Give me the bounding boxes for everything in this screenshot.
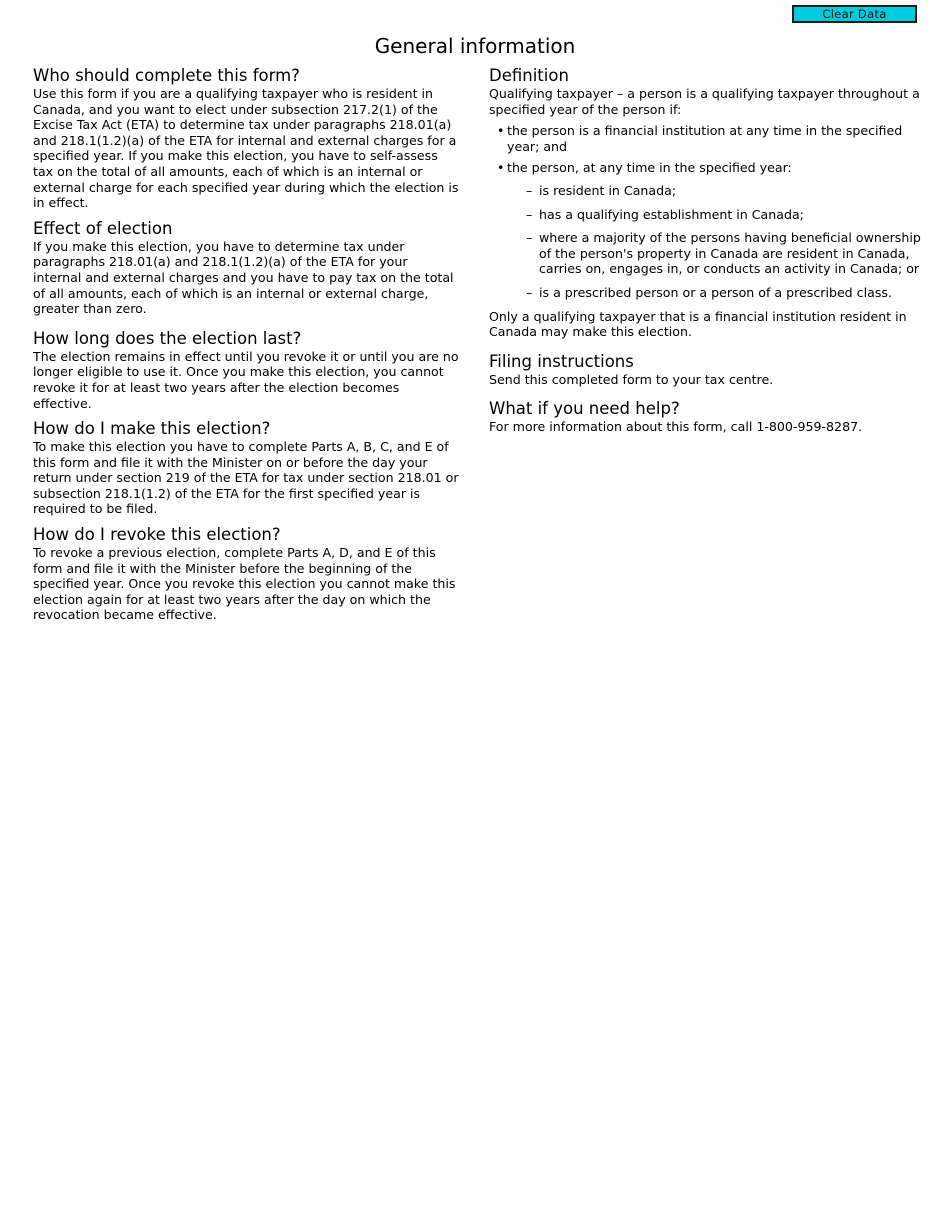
bullet-text: the person, at any time in the specified year:	[507, 160, 792, 176]
duration-heading: How long does the election last?	[33, 328, 302, 348]
make-section	[33, 419, 459, 517]
help-heading: What if you need help?	[489, 399, 680, 419]
list-item	[507, 230, 921, 277]
dash-icon: –	[526, 206, 533, 222]
filing-body: Send this completed form to your tax centre.	[489, 371, 774, 387]
who-heading: Who should complete this form?	[33, 66, 300, 85]
left-column	[33, 66, 459, 631]
list-item	[489, 160, 921, 300]
sub-item-text: where a majority of the persons having beneficial ownership of the person's property in Canada are resident in Canada, carries on, engages in, or conducts an activity in Canada; or	[539, 230, 921, 277]
bullet-icon: •	[497, 160, 505, 176]
definition-closing: Only a qualifying taxpayer that is a financial institution resident in Canada may make this election.	[489, 308, 907, 340]
effect-heading: Effect of election	[33, 218, 173, 238]
who-body: Use this form if you are a qualifying taxpayer who is resident in Canada, and you want to elect under subsection 217.2(1) of the Excise Tax Act (ETA) to determine tax under paragraphs 218.01(a) and 218.1(1.2)(a) of the ETA for internal and external charges for a specified year. If you make this election, you have to self-assess tax on the total of all amounts, each of which is an internal or external charge for each specified year during which the election is in effect.	[33, 86, 459, 211]
list-item	[507, 285, 921, 301]
bullet-icon: •	[497, 123, 505, 139]
dash-icon: –	[526, 230, 533, 246]
definition-heading: Definition	[489, 66, 569, 85]
make-body: To make this election you have to complete Parts A, B, C, and E of this form and file it with the Minister on or before the day your return under section 219 of the ETA for tax under section 218.01 or subsection 218.1(1.2) of the ETA for the first specified year is required to be filed.	[33, 439, 459, 517]
definition-bullets	[489, 123, 921, 300]
right-column	[489, 66, 921, 447]
help-section	[489, 399, 921, 435]
definition-intro: Qualifying taxpayer – a person is a qualifying taxpayer throughout a specified year of the person if:	[489, 86, 920, 117]
dash-icon: –	[526, 182, 533, 198]
filing-heading: Filing instructions	[489, 351, 634, 371]
effect-section	[33, 219, 459, 317]
list-item	[507, 183, 921, 199]
list-item	[489, 123, 921, 154]
who-section	[33, 66, 459, 211]
page-title: General information	[374, 34, 576, 58]
revoke-heading: How do I revoke this election?	[33, 525, 281, 545]
help-body: For more information about this form, call 1-800-959-8287.	[489, 419, 863, 435]
sub-item-text: has a qualifying establishment in Canada;	[539, 206, 804, 222]
revoke-body: To revoke a previous election, complete Parts A, D, and E of this form and file it with the Minister before the beginning of the specified year. Once you revoke this election you cannot make this election again for at least two years after the day on which the revocation became effective.	[33, 545, 456, 623]
sub-item-text: is a prescribed person or a person of a prescribed class.	[539, 284, 892, 300]
list-item	[507, 207, 921, 223]
definition-sub-list	[507, 183, 921, 301]
revoke-section	[33, 525, 459, 623]
clear-data-button[interactable]: Clear Data	[792, 5, 917, 23]
definition-section	[489, 66, 921, 340]
effect-body: If you make this election, you have to determine tax under paragraphs 218.01(a) and 218.1(1.2)(a) of the ETA for your internal and external charges and you have to pay tax on the total of all amounts, each of which is an internal or external charge, greater than zero.	[33, 238, 454, 317]
duration-body: The election remains in effect until you revoke it or until you are no longer eligible to use it. Once you make this election, you cannot revoke it for at least two years after the election becomes effective.	[33, 348, 459, 411]
sub-item-text: is resident in Canada;	[539, 182, 677, 198]
duration-section	[33, 329, 459, 411]
filing-section	[489, 352, 921, 388]
bullet-text: the person is a financial institution at any time in the specified year; and	[507, 123, 903, 154]
make-heading: How do I make this election?	[33, 419, 271, 439]
dash-icon: –	[526, 284, 533, 300]
